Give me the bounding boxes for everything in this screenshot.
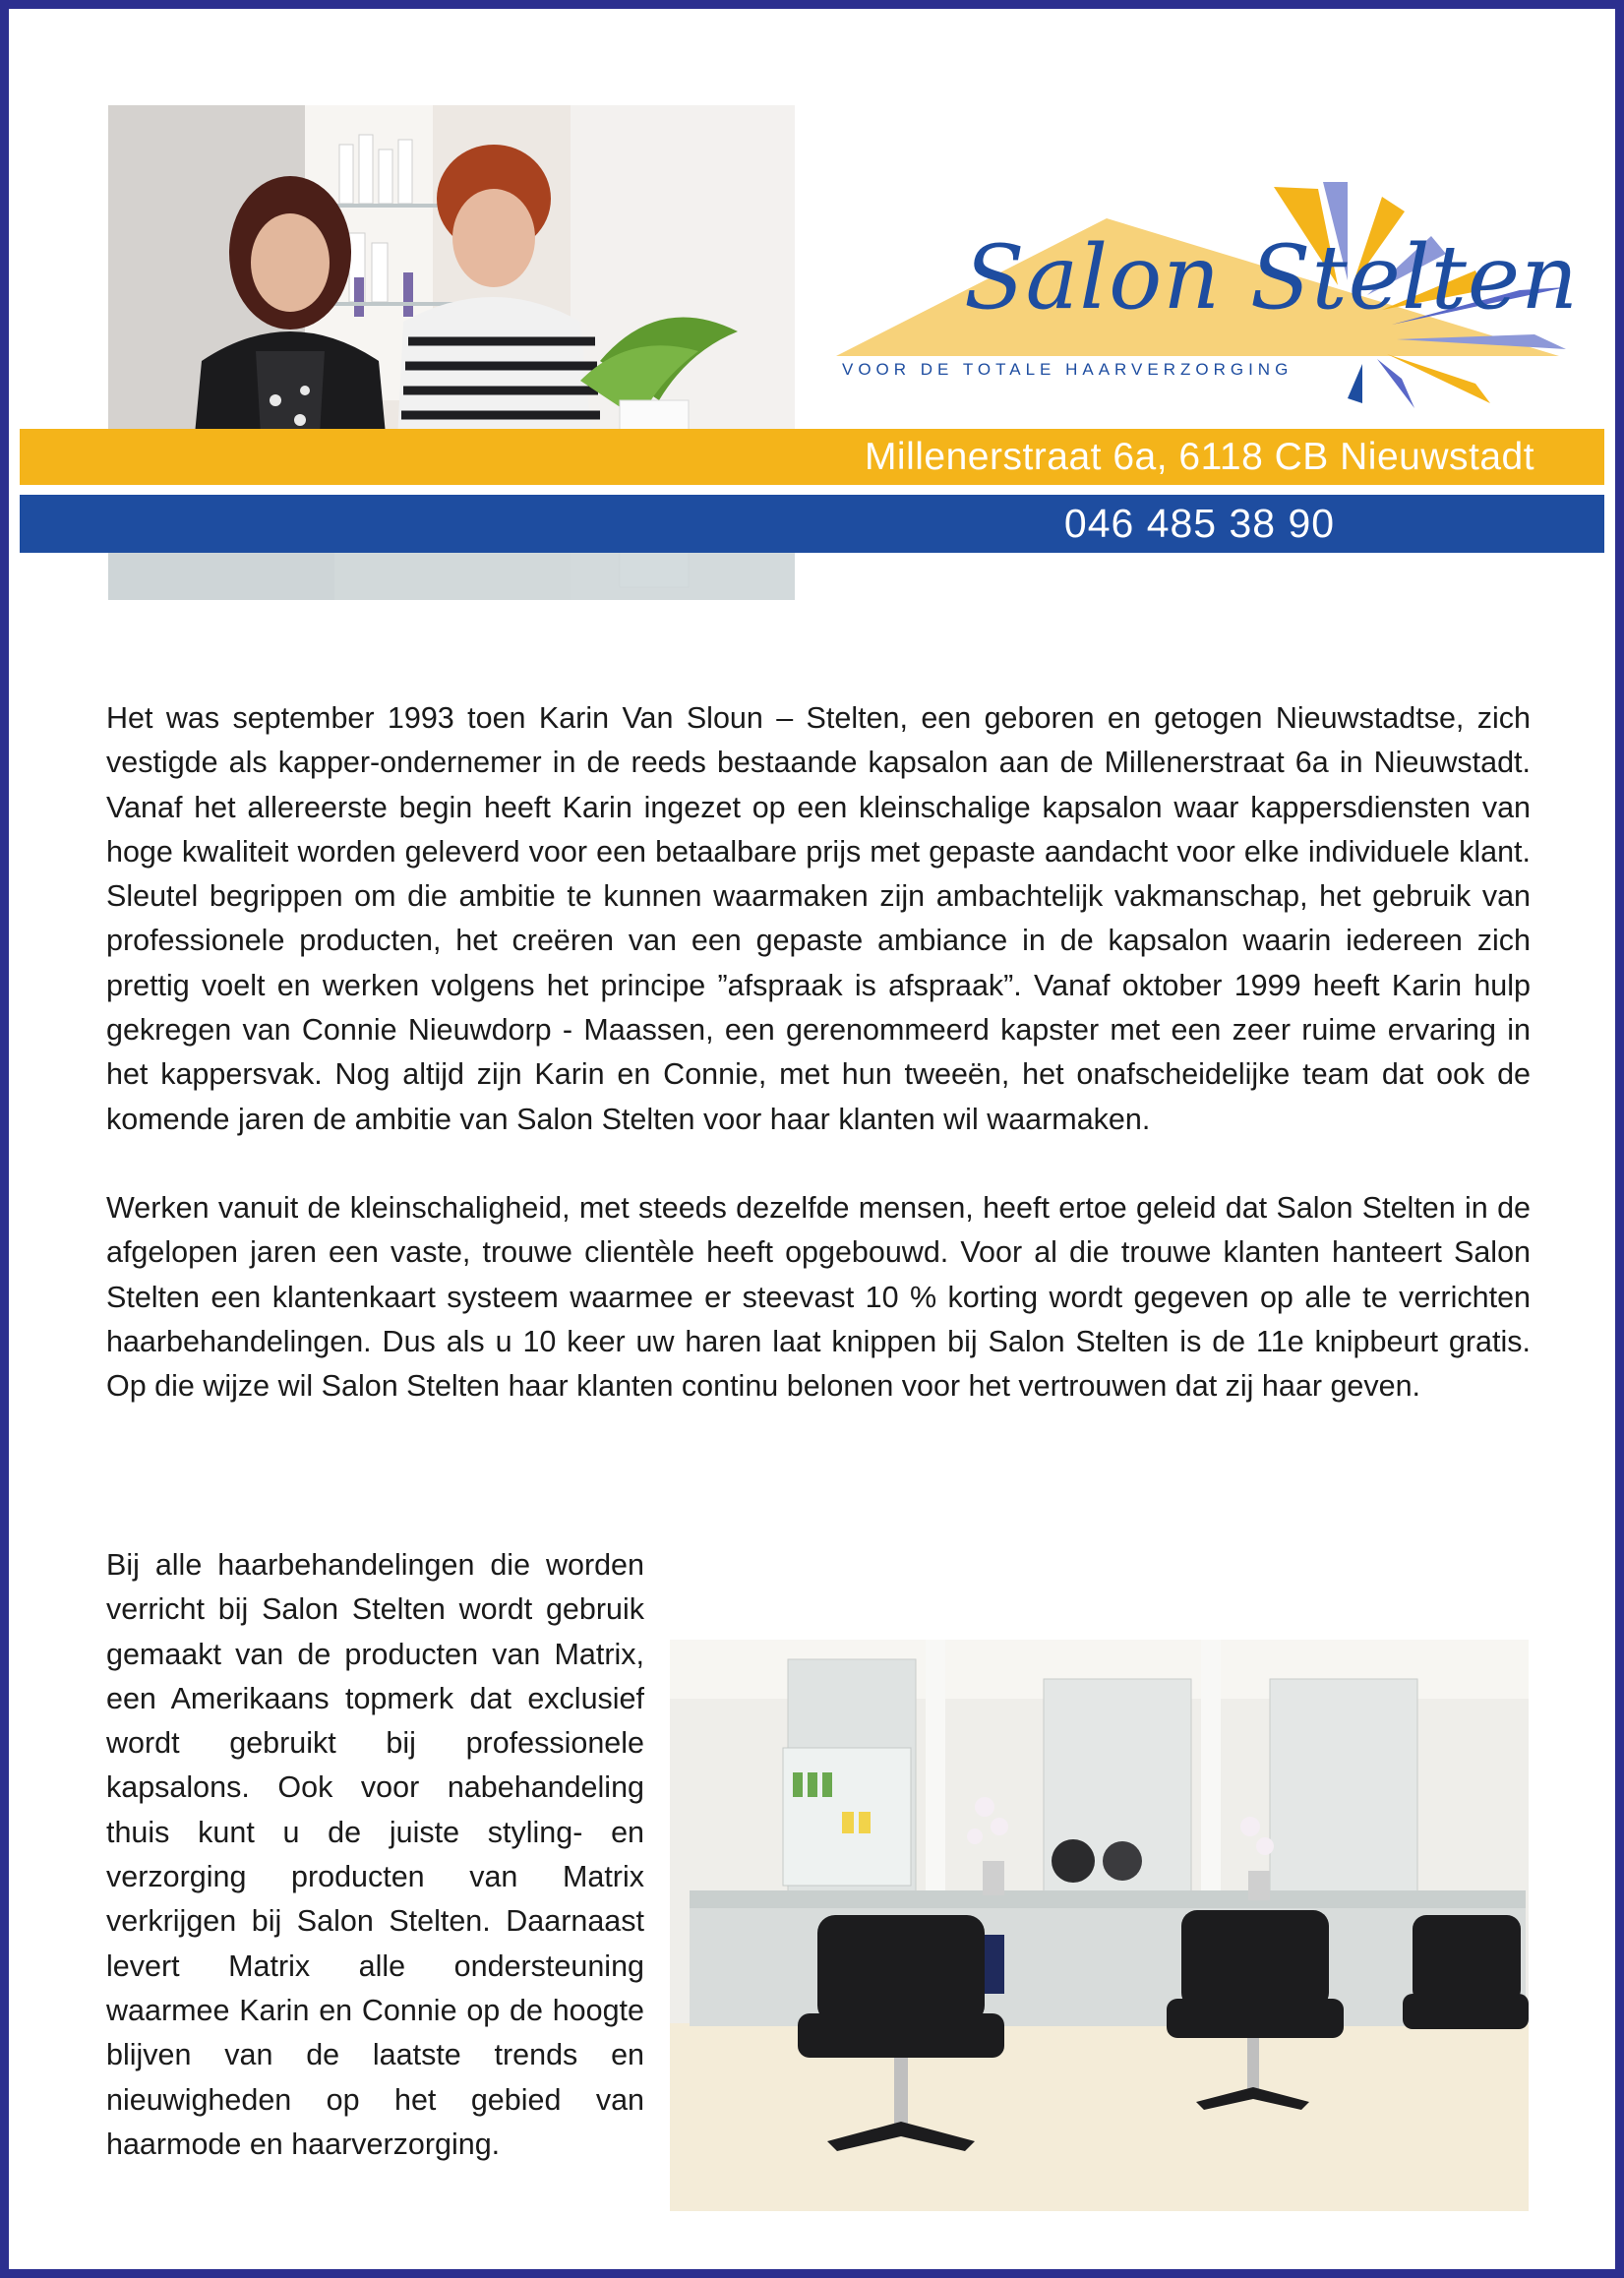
phone-number: 046 485 38 90 — [1063, 501, 1336, 546]
paragraph-history: Het was september 1993 toen Karin Van Sloun – Stelten, een geboren en getogen Nieuwstadtse, zich vestigde als kapper-ondernemer in de reeds bestaande kapsalon aan de Millenerstraat 6a in Nieuwstadt. Vanaf het allereerste begin heeft Karin ingezet op een kleinschalige kapsalon waar kappersdiensten van hoge kwaliteit worden geleverd voor een betaalbare prijs met gepaste aandacht voor elke individuele klant. Sleutel begrippen om die ambitie te kunnen waarmaken zijn ambachtelijk vakmanschap, het gebruik van professionele producten, het creëren van een gepaste ambiance in de kapsalon waarin iedereen zich prettig voelt en werken volgens het principe ”afspraak is afspraak”. Vanaf oktober 1999 heeft Karin hulp gekregen van Connie Nieuwdorp - Maassen, een gerenommeerd kapster met een zeer ruime ervaring in het kappersvak. Nog altijd zijn Karin en Connie, met hun tweeën, het onafscheidelijke team dat ook de komende jaren de ambitie van Salon Stelten voor haar klanten wil waarmaken. — [106, 701, 1531, 1136]
salon-interior-photo — [670, 1640, 1529, 2211]
band-divider — [20, 485, 1604, 495]
paragraph-loyalty: Werken vanuit de kleinschaligheid, met steeds dezelfde mensen, heeft ertoe geleid dat Salon Stelten in de afgelopen jaren een vaste, trouwe clientèle heeft opgebouwd. Voor al die trouwe klanten hanteert Salon Stelten een klantenkaart systeem waarmee er steevast 10 % korting wordt gegeven op alle te verrichten haarbehandelingen. Dus als u 10 keer uw haren laat knippen bij Salon Stelten is de 11e knipbeurt gratis. Op die wijze wil Salon Stelten haar klanten continu belonen voor het vertrouwen dat zij haar geven. — [106, 1190, 1531, 1404]
logo-wordmark: Salon Stelten — [964, 226, 1580, 330]
intro-content — [106, 696, 1531, 1409]
salon-logo — [826, 177, 1594, 413]
address-text: Millenerstraat 6a, 6118 CB Nieuwstadt — [864, 435, 1535, 478]
logo-tagline: VOOR DE TOTALE HAARVERZORGING — [842, 360, 1293, 379]
paragraph-products: Bij alle haarbehandelingen die worden verricht bij Salon Stelten wordt gebruik gemaakt van de producten van Matrix, een Amerikaans topmerk dat exclusief wordt gebruikt bij professionele kapsalons. Ook voor nabehandeling thuis kunt u de juiste styling- en verzorging producten van Matrix verkrijgen bij Salon Stelten. Daarnaast levert Matrix alle ondersteuning waarmee Karin en Connie op de hoogte blijven van de laatste trends en nieuwigheden op het gebied van haarmode en haarverzorging. — [106, 1548, 644, 2161]
header — [0, 0, 1624, 629]
